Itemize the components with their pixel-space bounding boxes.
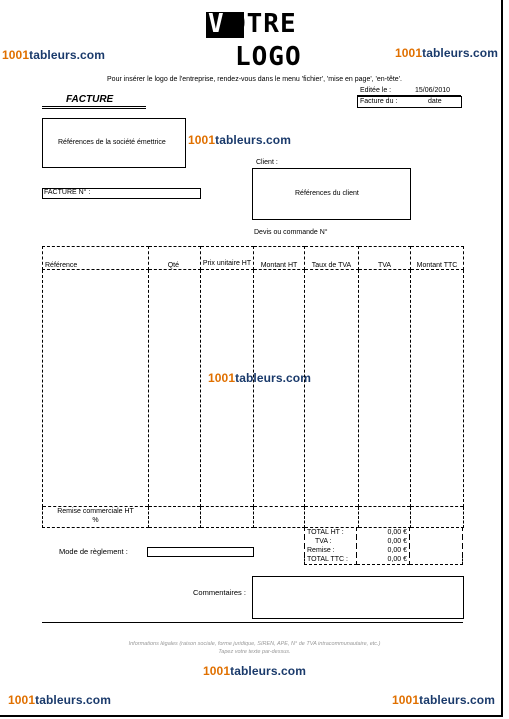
- total-ht-label: TOTAL HT :: [305, 528, 357, 537]
- total-ttc-label: TOTAL TTC :: [305, 555, 357, 565]
- logo-instruction: Pour insérer le logo de l'entreprise, rendez-vous dans le menu 'fichier', 'mise en page', 'en-tête'.: [107, 76, 402, 83]
- payment-label: Mode de règlement :: [59, 547, 128, 556]
- logo-initial: V: [208, 9, 224, 39]
- legal-note: Tapez votre texte par-dessus.: [218, 649, 291, 655]
- edited-label: Editée le :: [360, 87, 392, 94]
- payment-field[interactable]: [147, 547, 254, 557]
- footer-divider: [42, 622, 463, 623]
- items-header-row: [43, 247, 464, 270]
- discount-label: Remise commerciale HT: [57, 508, 134, 515]
- cell-amount-ttc[interactable]: [411, 270, 464, 507]
- edited-value: 15/06/2010: [415, 87, 451, 94]
- cell-reference[interactable]: [43, 270, 149, 507]
- cell-amount-ht[interactable]: [254, 270, 305, 507]
- invoice-date-label: Facture du :: [360, 98, 398, 105]
- discount-row: [43, 507, 464, 528]
- cell-vat[interactable]: [359, 270, 411, 507]
- totals-table: [304, 528, 463, 565]
- discount-cell[interactable]: [43, 507, 149, 528]
- title-underline: [42, 106, 146, 107]
- col-header-reference: Référence: [43, 247, 149, 270]
- watermark-bottom-right: 1001tableurs.com: [392, 693, 495, 707]
- comments-field[interactable]: [252, 576, 464, 619]
- invoice-number-label: FACTURE N° :: [44, 189, 91, 196]
- watermark-bottom-left: 1001tableurs.com: [8, 693, 111, 707]
- col-header-amount-ttc: Montant TTC: [411, 247, 464, 270]
- col-header-vat: TVA: [359, 247, 411, 270]
- page-shadow-bottom: [0, 715, 503, 717]
- items-body-row[interactable]: [43, 270, 464, 507]
- total-vat-label: TVA :: [305, 537, 357, 546]
- col-header-amount-ht: Montant HT: [254, 247, 305, 270]
- col-header-qty: Qté: [149, 247, 201, 270]
- watermark-top-left: 1001tableurs.com: [2, 48, 105, 62]
- watermark-top-right: 1001tableurs.com: [395, 46, 498, 60]
- watermark-footer: 1001tableurs.com: [203, 664, 306, 678]
- watermark-center: 1001tableurs.com: [208, 371, 311, 385]
- discount-unit: %: [92, 517, 99, 524]
- logo-line2: LOGO: [235, 42, 302, 72]
- watermark-issuer: 1001tableurs.com: [188, 133, 291, 147]
- comments-label: Commentaires :: [193, 588, 246, 597]
- total-ttc-value: 0,00 €: [357, 555, 410, 565]
- totals-row-discount: [305, 546, 463, 555]
- cell-unit-price[interactable]: [201, 270, 254, 507]
- page-title: FACTURE: [66, 94, 114, 105]
- cell-vat-rate[interactable]: [305, 270, 359, 507]
- totals-row-vat: [305, 537, 463, 546]
- page-shadow-right: [501, 0, 503, 717]
- total-discount-label: Remise :: [305, 546, 357, 555]
- cell-qty[interactable]: [149, 270, 201, 507]
- totals-row-ttc: [305, 555, 463, 565]
- total-discount-value: 0,00 €: [357, 546, 410, 555]
- col-header-unit-price: Prix unitaire HT: [201, 247, 254, 270]
- invoice-date-value[interactable]: date: [428, 98, 442, 105]
- quote-label: Devis ou commande N°: [254, 229, 328, 236]
- logo-line1: OTRE: [230, 9, 297, 39]
- issuer-ref: Références de la société émettrice: [58, 139, 166, 146]
- total-vat-value: 0,00 €: [357, 537, 410, 546]
- client-ref: Références du client: [295, 190, 359, 197]
- items-table: [42, 246, 464, 528]
- client-label: Client :: [256, 159, 278, 166]
- totals-row-ht: [305, 528, 463, 537]
- legal-info: Informations légales (raison sociale, forme juridique, SIREN, APE, N° de TVA intracommunautaire, etc.): [128, 641, 381, 647]
- col-header-vat-rate: Taux de TVA: [305, 247, 359, 270]
- total-ht-value: 0,00 €: [357, 528, 410, 537]
